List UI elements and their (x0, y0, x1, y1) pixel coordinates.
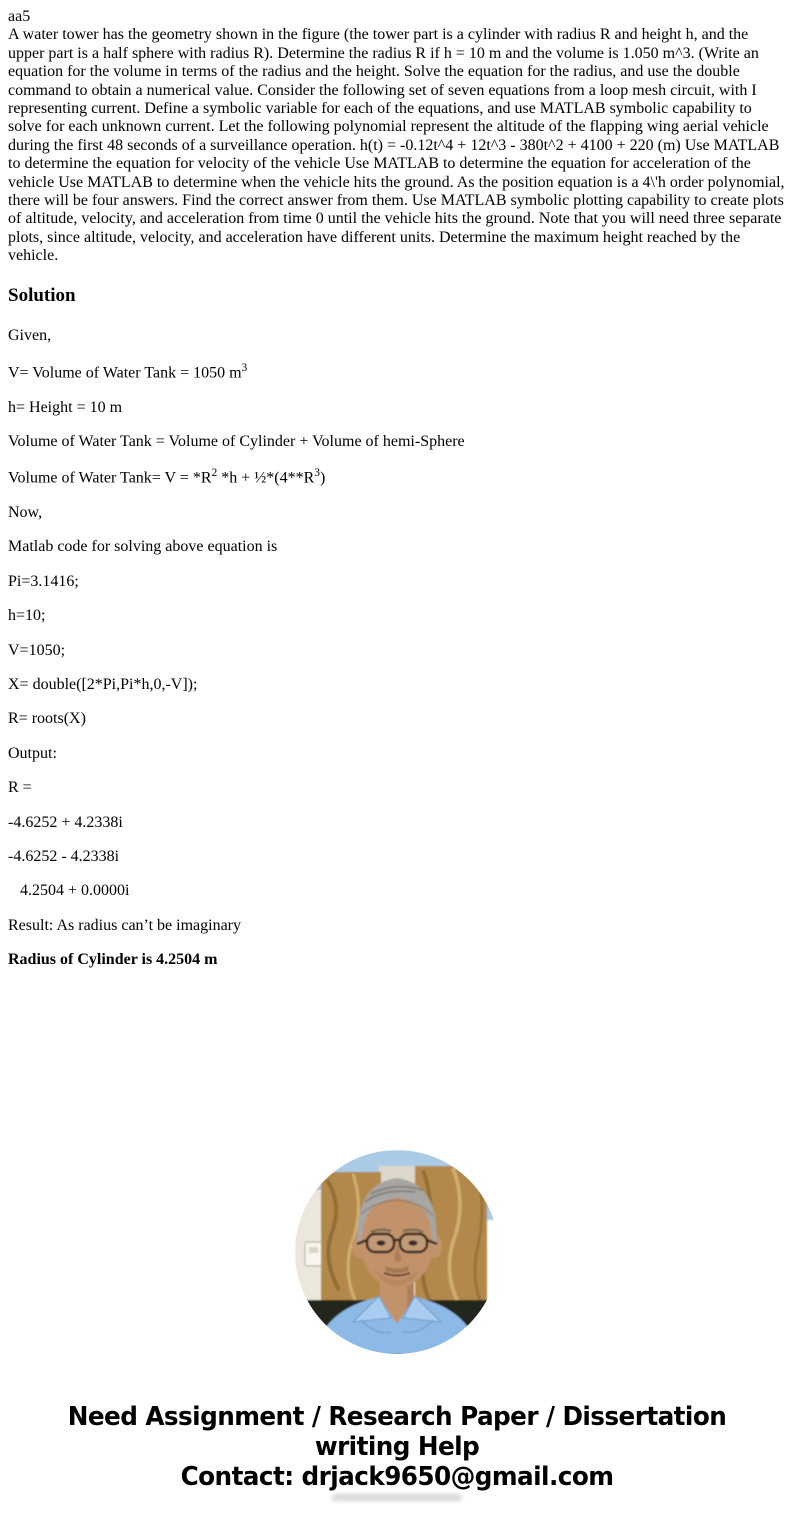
photo-eye-right (409, 1240, 418, 1245)
now-label: Now, (8, 504, 43, 522)
result-bold (8, 951, 786, 969)
formula-part2: *h + ½*(4**R (217, 469, 315, 487)
solution-heading: Solution (8, 285, 76, 307)
output-root-3: 4.2504 + 0.0000i (8, 882, 130, 900)
footer-contact-email: Contact: drjack9650@gmail.com (180, 1462, 614, 1492)
footer-watermark-smudge (332, 1494, 462, 1501)
question-text: A water tower has the geometry shown in the figure (the tower part is a cylinder with radius R and height h, and the upper part is a half sphere with radius R). Determine the radius R if h = 10 m and the volume is 1.050 m^3. (Write an equation for the volume in terms of the radius and the height. Solve the equation for the radius, and use the double command to obtain a numerical value. Consider the following set of seven equations from a loop mesh circuit, with I representing current. Define a symbolic variable for each of the equations, and use MATLAB symbolic capability to solve for each unknown current. Let the following polynomial represent the altitude of the flapping wing aerial vehicle during the first 48 seconds of a surveillance operation. h(t) = -0.12t^4 + 12t^3 - 380t^2 + 4100 + 220 (m) Use MATLAB to determine the equation for velocity of the vehicle Use MATLAB to determine the equation for acceleration of the vehicle Use MATLAB to determine when the vehicle hits the ground. As the position equation is a 4\'h order polynomial, there will be four answers. Find the correct answer from them. Use MATLAB symbolic plotting capability to create plots of altitude, velocity, and acceleration from time 0 until the vehicle hits the ground. Note that you will need three separate plots, since altitude, velocity, and acceleration have different units. Determine the maximum height reached by the vehicle. (8, 26, 785, 265)
formula-part1: Volume of Water Tank= V = *R (8, 469, 212, 487)
given-label: Given, (8, 327, 52, 345)
photo-eye-left (377, 1240, 386, 1245)
output-root-2: -4.6252 - 4.2338i (8, 847, 120, 865)
formula-sup1: 2 (211, 467, 218, 480)
volume-sum-line: Volume of Water Tank = Volume of Cylinder + Volume of hemi-Sphere (8, 432, 465, 450)
doc-id: aa5 (8, 8, 31, 25)
output-root-1: -4.6252 + 4.2338i (8, 813, 123, 831)
formula-sup2: 3 (314, 467, 321, 480)
formula-part3: ) (320, 469, 326, 487)
volume-formula-line (8, 467, 786, 488)
instructor-portrait-drawing (295, 1150, 499, 1354)
output-label: Output: (8, 744, 57, 762)
volume-given-text: V= Volume of Water Tank = 1050 m (8, 364, 242, 382)
code-line-pi: Pi=3.1416; (8, 572, 79, 590)
photo-outlet-switch (309, 1247, 318, 1253)
volume-given-line (8, 362, 786, 383)
code-line-v: V=1050; (8, 641, 66, 659)
output-line-r: R = (8, 779, 32, 797)
code-line-h: h=10; (8, 607, 46, 625)
result-bold-text: Radius of Cylinder is 4.2504 m (8, 951, 218, 969)
matlab-intro: Matlab code for solving above equation is (8, 538, 278, 556)
height-line: h= Height = 10 m (8, 398, 123, 416)
code-line-roots: R= roots(X) (8, 710, 86, 728)
footer-line-1: Need Assignment / Research Paper / Dissertation (67, 1402, 727, 1432)
result-note: Result: As radius can’t be imaginary (8, 916, 241, 934)
footer-line-2: writing Help (314, 1432, 480, 1462)
photo-outlet (305, 1242, 322, 1266)
volume-given-sup: 3 (241, 361, 248, 374)
instructor-photo (295, 1150, 499, 1354)
code-line-x: X= double([2*Pi,Pi*h,0,-V]); (8, 676, 198, 694)
footer-banner (20, 1402, 774, 1492)
